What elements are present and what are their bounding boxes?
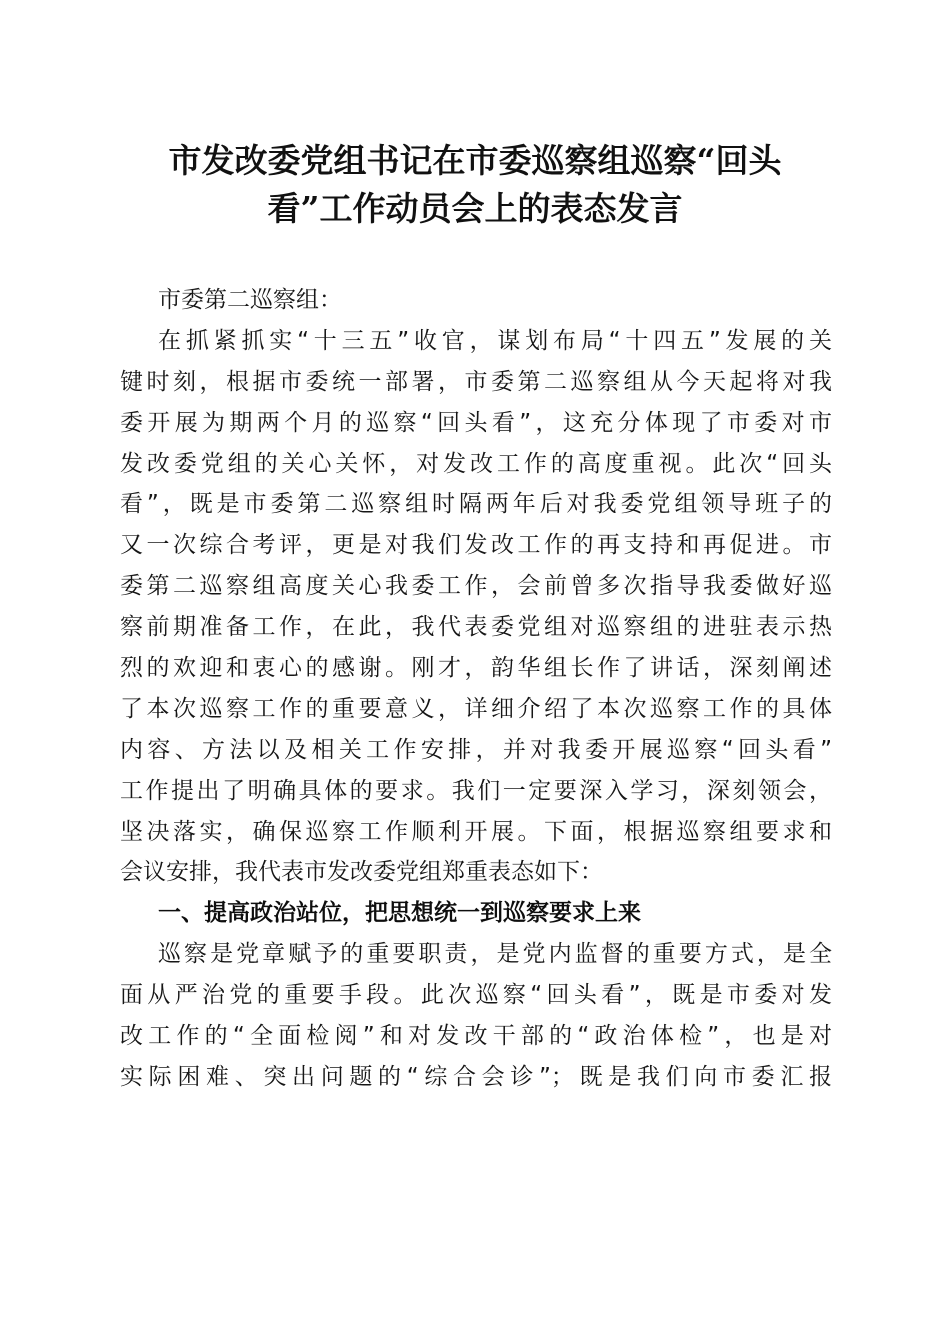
- paragraph-line: 察前期准备工作，在此，我代表委党组对巡察组的进驻表示热: [120, 614, 832, 641]
- paragraph-line: 又一次综合考评，更是对我们发改工作的再支持和再促进。市: [120, 532, 832, 559]
- paragraph-line: 委开展为期两个月的巡察“回头看”，这充分体现了市委对市: [120, 409, 832, 436]
- document-title: [110, 137, 840, 233]
- section-heading: 一、提高政治站位，把思想统一到巡察要求上来: [158, 900, 641, 927]
- paragraph-line: 内容、方法以及相关工作安排，并对我委开展巡察“回头看”: [120, 736, 832, 763]
- title-line: 看”工作动员会上的表态发言: [267, 189, 683, 228]
- paragraph-line: 键时刻，根据市委统一部署，市委第二巡察组从今天起将对我: [120, 368, 832, 395]
- paragraph-line: 面从严治党的重要手段。此次巡察“回头看”，既是市委对发: [120, 982, 832, 1009]
- paragraph-line: 烈的欢迎和衷心的感谢。刚才，韵华组长作了讲话，深刻阐述: [120, 655, 832, 682]
- salutation: 市委第二巡察组：: [158, 287, 342, 313]
- paragraph-line: 看”，既是市委第二巡察组时隔两年后对我委党组领导班子的: [120, 491, 832, 518]
- paragraph-line: 实际困难、突出问题的“综合会诊”；既是我们向市委汇报: [120, 1063, 832, 1090]
- paragraph-line: 会议安排，我代表市发改委党组郑重表态如下：: [120, 859, 603, 886]
- paragraph-line: 委第二巡察组高度关心我委工作，会前曾多次指导我委做好巡: [120, 573, 832, 600]
- paragraph-line: 了本次巡察工作的重要意义，详细介绍了本次巡察工作的具体: [120, 695, 832, 722]
- paragraph-1: [120, 321, 832, 893]
- title-line: 市发改委党组书记在市委巡察组巡察“回头: [168, 141, 782, 180]
- document-body: [120, 280, 832, 1098]
- paragraph-line: 巡察是党章赋予的重要职责，是党内监督的重要方式，是全: [158, 941, 832, 968]
- paragraph-line: 发改委党组的关心关怀，对发改工作的高度重视。此次“回头: [120, 450, 832, 477]
- paragraph-line: 坚决落实，确保巡察工作顺利开展。下面，根据巡察组要求和: [120, 818, 832, 845]
- paragraph-2: [120, 934, 832, 1098]
- paragraph-line: 改工作的“全面检阅”和对发改干部的“政治体检”，也是对: [120, 1023, 832, 1050]
- paragraph-line: 工作提出了明确具体的要求。我们一定要深入学习，深刻领会，: [120, 777, 832, 804]
- paragraph-line: 在抓紧抓实“十三五”收官，谋划布局“十四五”发展的关: [158, 327, 832, 354]
